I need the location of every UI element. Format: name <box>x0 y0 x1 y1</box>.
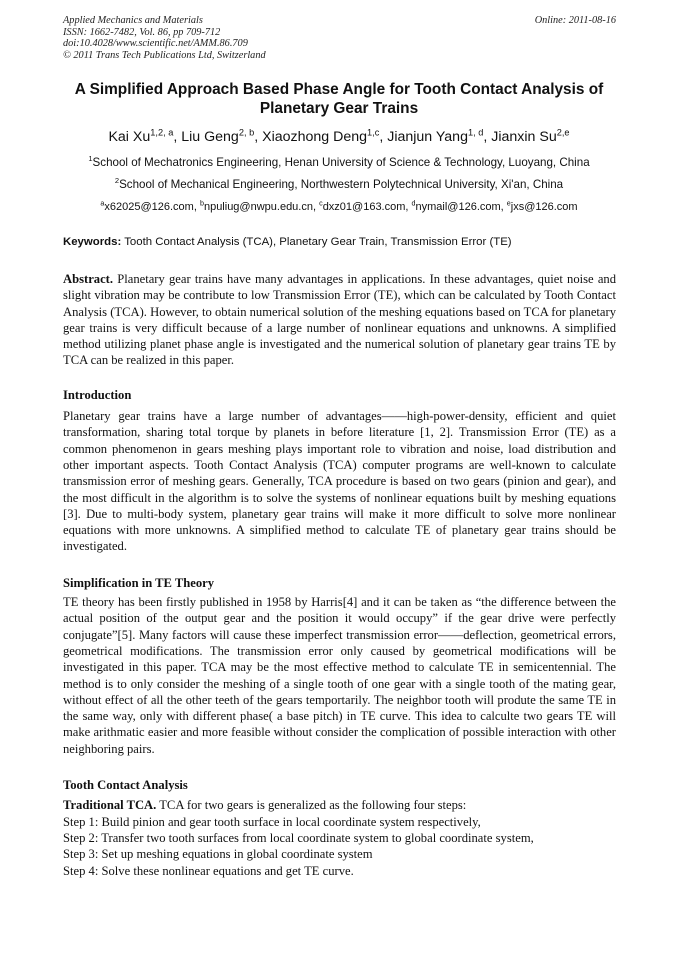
email-address: $^b$npuliug@nwpu.edu.cn <box>199 199 313 213</box>
paper-title: A Simplified Approach Based Phase Angle for Tooth Contact Analysis of Planetary Gear Trains <box>74 81 604 117</box>
keywords-label: Keywords: <box>63 236 122 248</box>
section-heading-tca: Tooth Contact Analysis <box>63 778 188 793</box>
section-heading-introduction: Introduction <box>63 387 132 402</box>
keywords-text: Tooth Contact Analysis (TCA), Planetary Gear Train, Transmission Error (TE) <box>124 236 512 248</box>
abstract: Abstract. Planetary gear trains have many advantages in applications. In these advantages, quiet noise and slight vibration may be contribute to low Transmission Error (TE), which can be calculated by Tooth Contact Analysis (TCA). However, to obtain numerical solution of the meshing equations based on TCA for planetary gear trains is very difficult because of a large number of nonlinear equations and unknowns. A simplified method utilizing planet phase angle is investigated and the numerical solution of planetary gear trains TE by TCA can be realized in this paper. <box>63 272 617 368</box>
email-address: $^e$jxs@126.com <box>506 199 578 213</box>
email-list: $^a$x62025@126.com, $^b$npuliug@nwpu.edu.cn, $^c$dxz01@163.com, $^d$nymail@126.com, $^e$jxs@126.com <box>100 199 578 213</box>
email-address: $^c$dxz01@163.com <box>319 199 406 213</box>
author: Kai Xu$^{1,2, a}$ <box>108 127 174 145</box>
doi-line: doi:10.4028/www.scientific.net/AMM.86.709 <box>63 38 248 50</box>
affiliation: $^1$School of Mechatronics Engineering, Henan University of Science & Technology, Luoyang, China <box>88 154 590 169</box>
tca-step: Step 2: Transfer two tooth surfaces from local coordinate system to global coordinate system, <box>63 830 534 845</box>
tca-step: Step 4: Solve these nonlinear equations and get TE curve. <box>63 863 354 878</box>
author: Jianjun Yang$^{1, d}$ <box>387 127 484 145</box>
author: Liu Geng$^{2, b}$ <box>181 127 255 145</box>
issn-line: ISSN: 1662-7482, Vol. 86, pp 709-712 <box>63 26 221 38</box>
tca-intro: Traditional TCA. TCA for two gears is generalized as the following four steps: <box>63 798 467 813</box>
affiliation: $^2$School of Mechanical Engineering, Northwestern Polytechnical University, Xi'an, China <box>114 176 564 191</box>
author-list: Kai Xu$^{1,2, a}$, Liu Geng$^{2, b}$, Xiaozhong Deng$^{1,c}$, Jianjun Yang$^{1, d}$, Jianxin Su$^{2,e}$ <box>108 127 570 145</box>
keywords <box>63 235 616 249</box>
email-address: $^d$nymail@126.com <box>411 199 501 213</box>
copyright-line: © 2011 Trans Tech Publications Ltd, Switzerland <box>63 49 266 61</box>
introduction-paragraph: Planetary gear trains have a large number of advantages——high-power-density, efficient and quiet transformation, sharing total torque by planets in before literature [1, 2]. Transmission Error (TE) as a common phenomenon in gears meshing plays important role to vibration and noise, load distribution and other important aspects. Tooth Contact Analysis (TCA) computer programs are well-known to calculate transmission error of meshing gears. Generally, TCA procedure is based on two gears (pinion and gear), and the most difficult in the algorithm is to solve the systems of nonlinear equations built by meshing equations [3]. Due to multi-body system, planetary gear trains will make it more difficult to solve more nonlinear equations with more unknowns. A simplified method to calculate TE of planetary gear trains should be investigated. <box>63 409 616 554</box>
email-address: $^a$x62025@126.com <box>100 199 194 213</box>
journal-name: Applied Mechanics and Materials <box>63 15 203 26</box>
tca-step: Step 1: Build pinion and gear tooth surface in local coordinate system respectively, <box>63 814 481 829</box>
tca-step: Step 3: Set up meshing equations in global coordinate system <box>63 847 373 862</box>
journal-header <box>63 15 616 61</box>
author: Xiaozhong Deng$^{1,c}$ <box>262 127 380 145</box>
simplification-paragraph: TE theory has been firstly published in 1958 by Harris[4] and it can be taken as “the difference between the actual position of the output gear and the position it would occupy” if the gear drive were perfectly conjugate”[5]. Many factors will cause these imperfect transmission error——deflection, geometrical errors, geometrical modifications. The transmission error only caused by geometrical modifications will be investigated in this paper. TCA may be the most effective method to calculate TE in semicentennial. The method is to only consider the meshing of a single tooth of one gear with a single tooth of the mating gear, without effect of all the other teeth of the gears temportarily. The neighbor tooth will produte the same TE in the same way, only with different phase( a base pitch) in TE curve. This idea to calculte two gears TE will make arithmatic easier and more feasible without consider the complication of possible interaction with other neighboring pairs. <box>63 595 616 756</box>
online-date: Online: 2011-08-16 <box>534 15 616 26</box>
section-heading-simplification: Simplification in TE Theory <box>63 575 215 590</box>
author: Jianxin Su$^{2,e}$ <box>491 127 570 145</box>
paper-body <box>63 271 616 879</box>
